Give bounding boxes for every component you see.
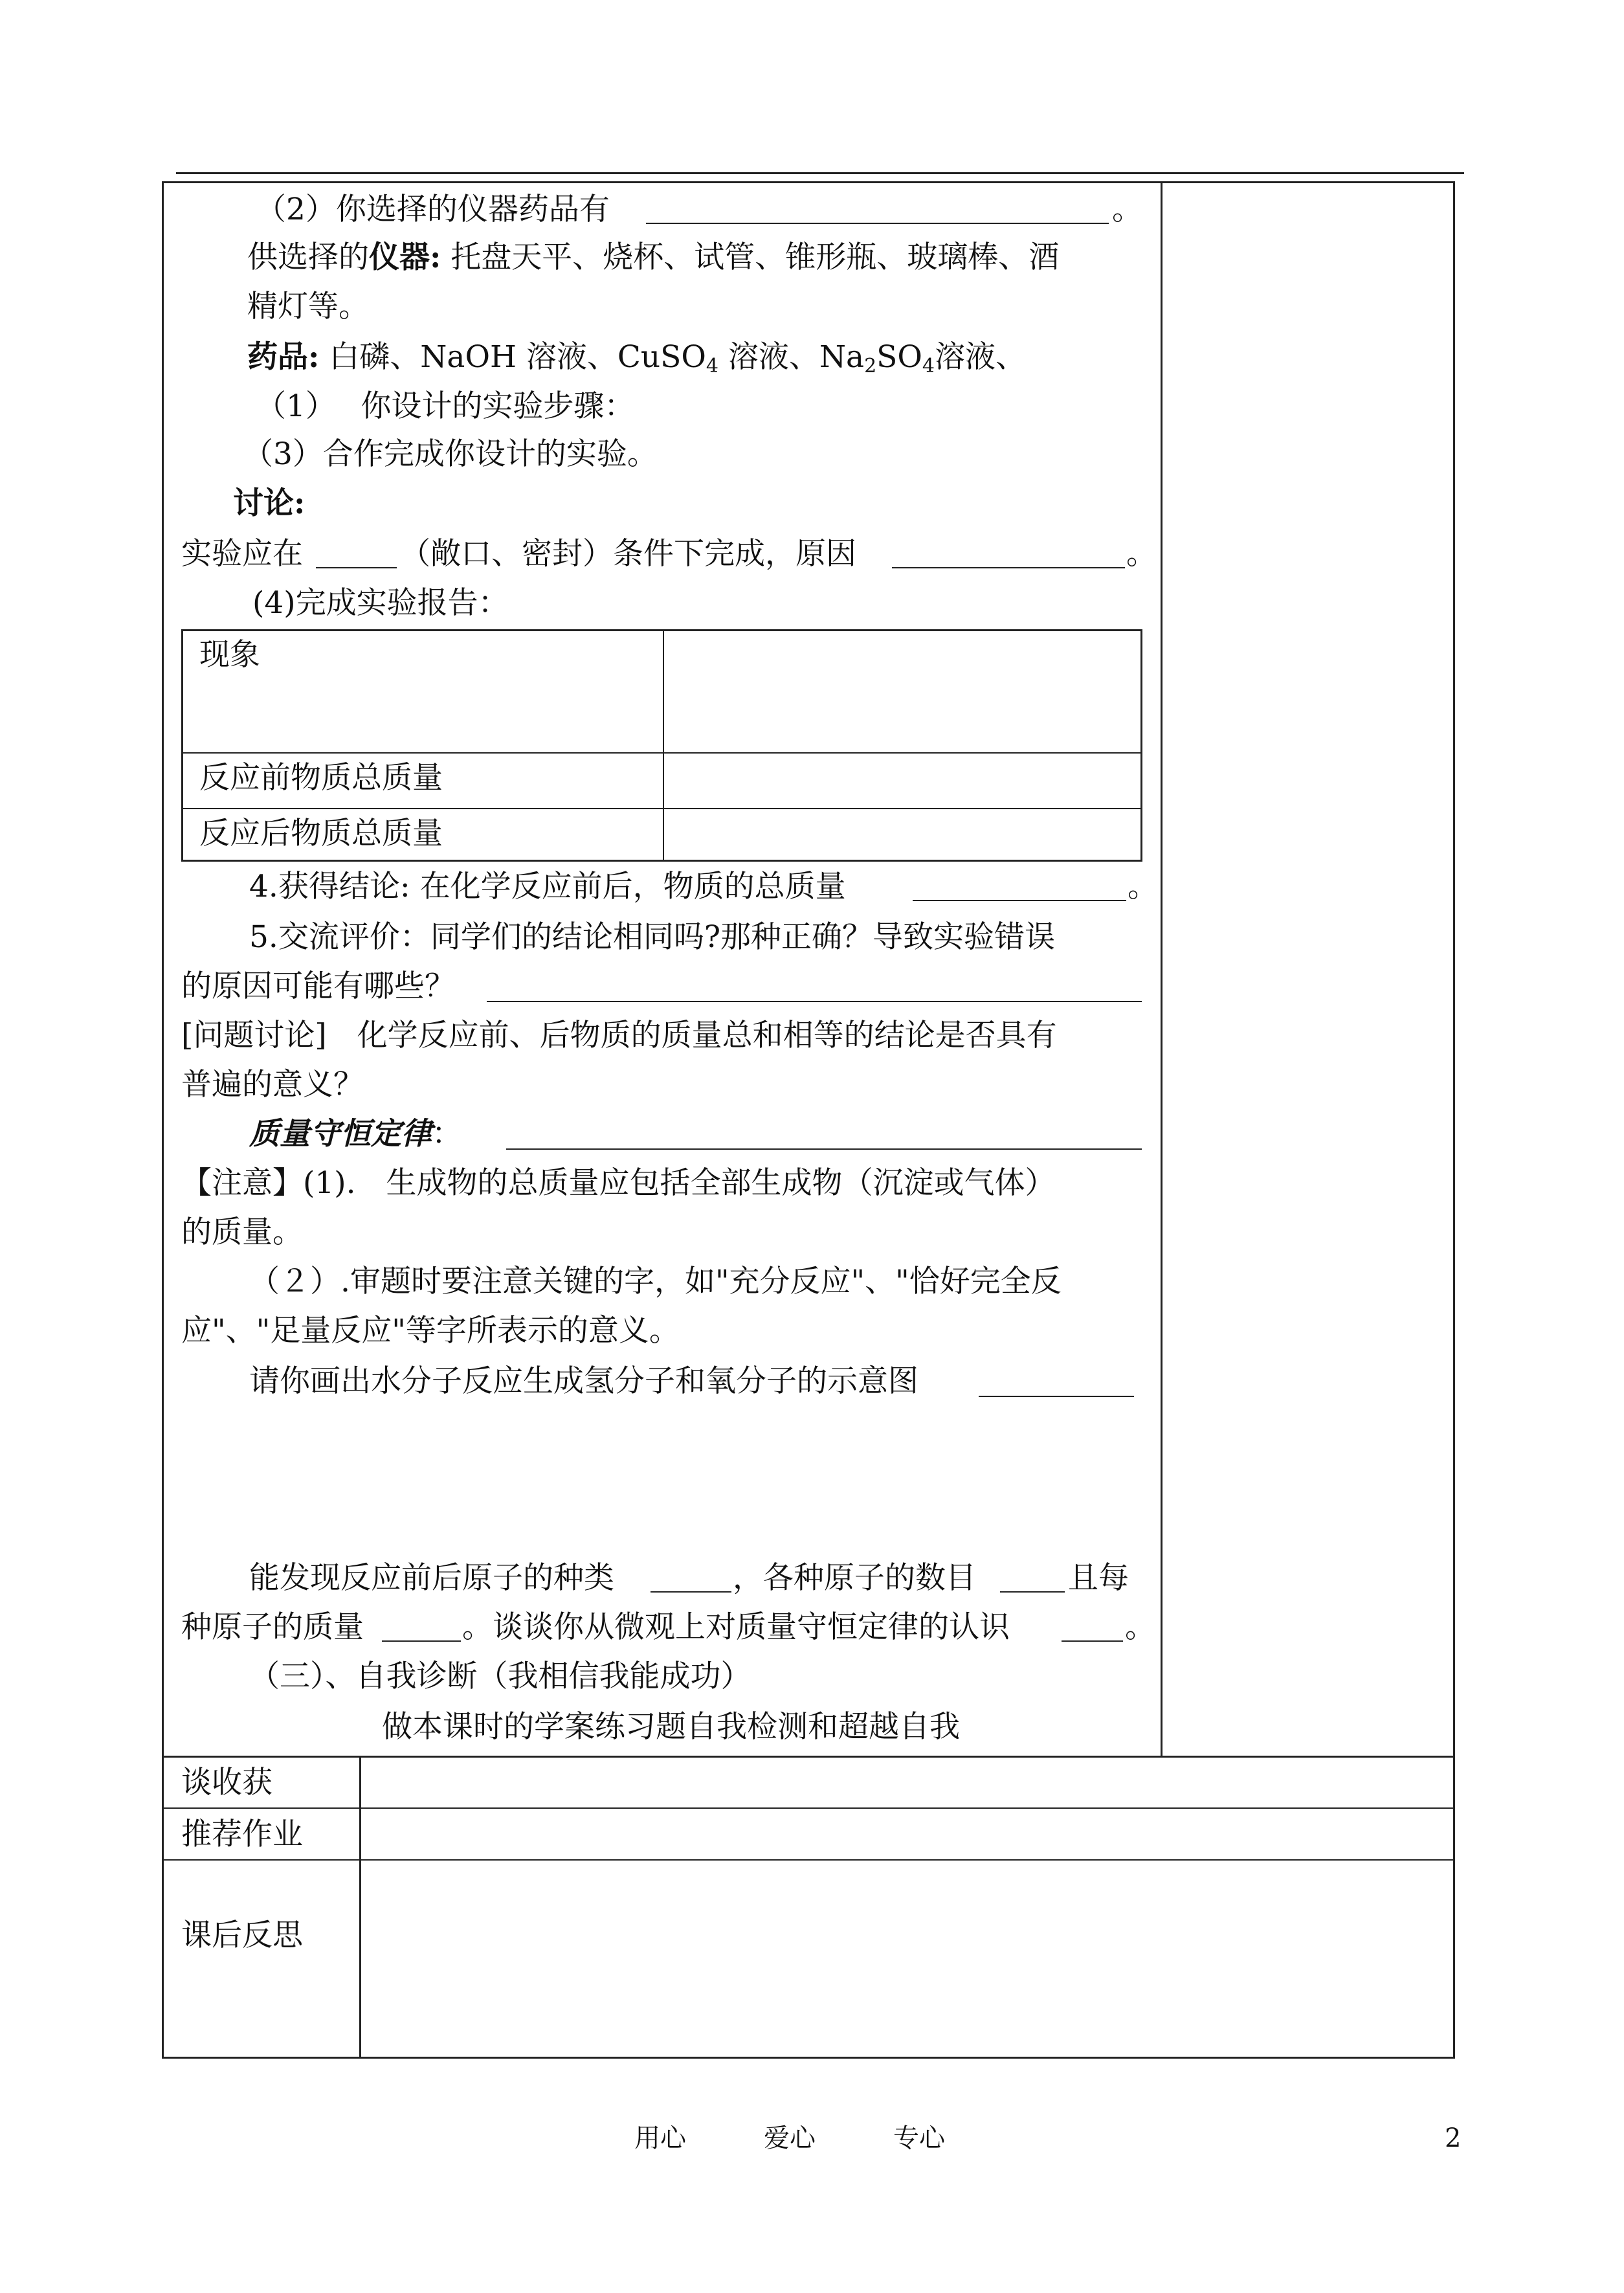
atoms-line1-c: 且每 (1068, 1560, 1129, 1596)
reagents-line: 药品: 白磷、NaOH 溶液、CuSO$_4$ 溶液、$Na_2SO_4$溶液、 (247, 339, 1026, 377)
atoms-line2-c: 。 (1125, 1609, 1155, 1645)
bottom-table-row2-bottom (162, 1859, 1455, 1861)
footer-item-2: 爱心 (764, 2123, 816, 2153)
discussion-line-end: 。 (1126, 536, 1157, 572)
problem-discussion-line1: [问题讨论] 化学反应前、后物质的质量总和相等的结论是否具有 (181, 1018, 1057, 1053)
instrument-options-line2: 精灯等。 (247, 289, 369, 324)
conclusion-line: 4.获得结论: 在化学反应前后，物质的总质量 (249, 869, 846, 904)
bottom-table-row1-bottom (162, 1807, 1455, 1809)
diagram-prompt: 请你画出水分子反应生成氢分子和氧分子的示意图 (249, 1363, 918, 1399)
discussion-line-mid: （敞口、密封）条件下完成，原因 (400, 536, 856, 572)
law-blank (506, 1148, 1142, 1150)
note-1-line1: 【注意】(1). 生成物的总质量应包括全部生成物（沉淀或气体） (181, 1165, 1056, 1201)
table-border-left (162, 181, 164, 2059)
conclusion-blank (913, 900, 1126, 901)
note-1-line2: 的质量。 (181, 1214, 303, 1250)
report-table-bottom (181, 860, 1142, 862)
conclusion-end: 。 (1128, 869, 1158, 904)
diagram-blank (979, 1396, 1134, 1397)
report-heading: (4)完成实验报告： (252, 585, 509, 621)
report-table-row1-bottom (181, 752, 1142, 754)
footer-item-1: 用心 (634, 2123, 686, 2153)
step-3: （3）合作完成你设计的实验。 (243, 436, 658, 472)
footer-item-3: 专心 (893, 2123, 945, 2153)
reflection-label: 课后反思 (181, 1918, 303, 1953)
problem-discussion-line2: 普遍的意义？ (181, 1067, 364, 1102)
table-border-bottom (162, 2057, 1455, 2059)
discussion-line: 实验应在 (181, 536, 303, 572)
report-row-phenomenon-label: 现象 (199, 637, 260, 673)
harvest-label: 谈收获 (181, 1765, 273, 1800)
report-table-mid (663, 629, 664, 862)
report-row-after-label: 反应后物质总质量 (199, 816, 443, 851)
atoms-blank-2 (1000, 1591, 1065, 1593)
header-rule (176, 172, 1464, 174)
law-line: 质量守恒定律： (249, 1116, 462, 1152)
side-column-divider (1161, 181, 1162, 1757)
evaluation-line1: 5.交流评价：同学们的结论相同吗?那种正确？导致实验错误 (249, 919, 1056, 955)
self-check-task: 做本课时的学案练习题自我检测和超越自我 (382, 1709, 960, 1745)
instrument-options-line1: 供选择的仪器: 托盘天平、烧杯、试管、锥形瓶、玻璃棒、酒 (247, 240, 1060, 275)
bottom-table-label-divider (359, 1756, 361, 2057)
table-border-right (1453, 181, 1455, 2059)
discussion-label: 讨论: (233, 486, 306, 521)
discussion-blank-1 (316, 567, 397, 568)
table-border-top (162, 181, 1455, 183)
step-1: （1） 你设计的实验步骤： (256, 388, 635, 424)
bottom-table-top (162, 1756, 1455, 1758)
report-table-row2-bottom (181, 808, 1142, 809)
instruments-blank (646, 223, 1109, 224)
note-2-line2: 应"、"足量反应"等字所表示的意义。 (181, 1313, 680, 1348)
self-check-title: （三）、自我诊断（我相信我能成功） (249, 1659, 751, 1694)
report-table-top (181, 629, 1142, 631)
instruments-line-end: 。 (1112, 192, 1142, 227)
atoms-blank-1 (651, 1591, 731, 1593)
discussion-blank-2 (892, 567, 1125, 568)
page-number: 2 (1445, 2123, 1462, 2153)
report-row-before-label: 反应前物质总质量 (199, 760, 443, 796)
atoms-line2-a: 种原子的质量 (181, 1609, 364, 1645)
atoms-line1-a: 能发现反应前后原子的种类 (249, 1560, 614, 1596)
atoms-blank-4 (1062, 1640, 1123, 1642)
instruments-line: （2）你选择的仪器药品有 (256, 192, 610, 227)
atoms-line2-b: 。谈谈你从微观上对质量守恒定律的认识 (462, 1609, 1010, 1645)
report-table-left (181, 629, 183, 862)
atoms-line1-b: ，各种原子的数目 (733, 1560, 976, 1596)
note-2-line1: （２）.审题时要注意关键的字，如"充分反应"、"恰好完全反 (249, 1264, 1062, 1299)
atoms-blank-3 (382, 1640, 461, 1642)
homework-label: 推荐作业 (181, 1817, 303, 1852)
evaluation-blank (487, 1001, 1142, 1002)
report-table-right (1140, 629, 1142, 862)
evaluation-line2: 的原因可能有哪些？ (181, 968, 455, 1004)
